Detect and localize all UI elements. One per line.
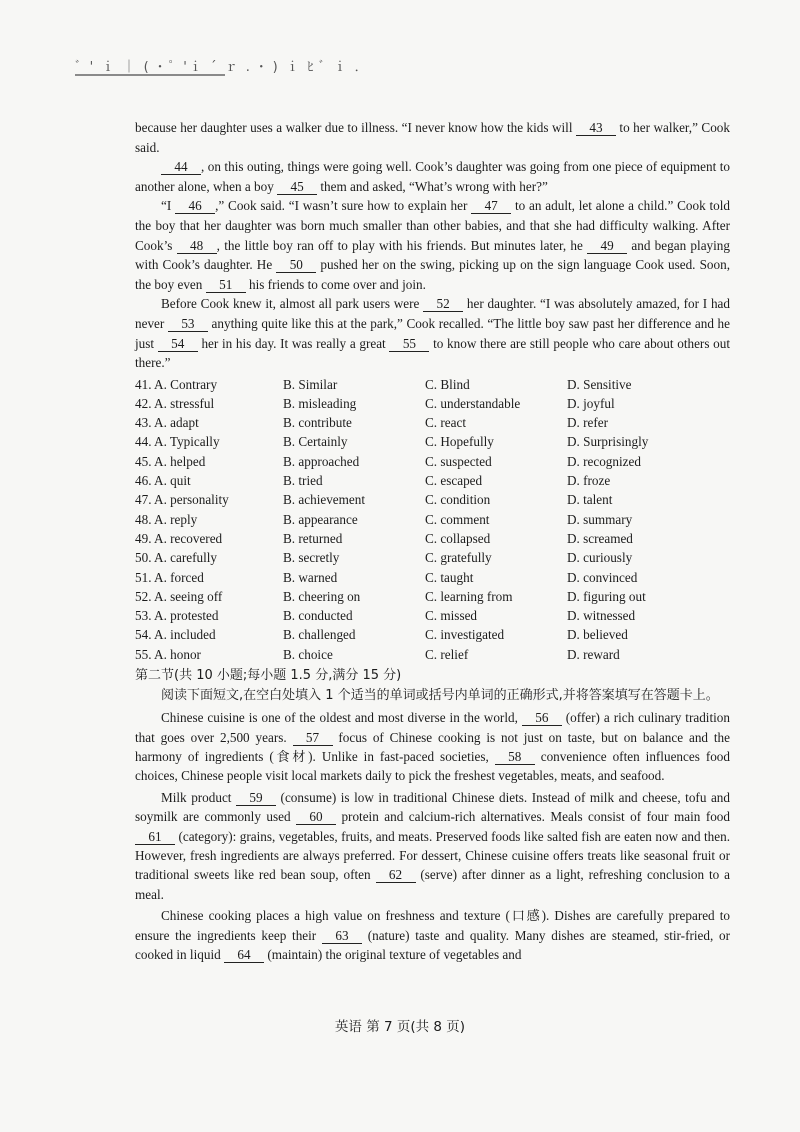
blank-61: 61: [135, 829, 175, 845]
blank-45: 45: [277, 179, 317, 195]
passage2-paragraph-1: Chinese cuisine is one of the oldest and most diverse in the world, 56 (offer) a rich culinary tradition that goes over 2,500 years. 57 focus of Chinese cooking is not just on taste, but on balance and the harmony of ingredients (食材). Unlike in fast-paced societies, 58 convenience often influences food choices, Chinese people visit local markets daily to pick the freshest vegetables, meats, and seafood.: [135, 710, 730, 784]
header-rule: [75, 74, 225, 76]
option-row-47: 47. A. personality B. achievement C. condition D. talent: [135, 492, 613, 508]
blank-57: 57: [293, 730, 333, 746]
passage1-paragraph-d: Before Cook knew it, almost all park users were 52 her daughter. “I was absolutely amazed, for I had never 53 anything quite like this at the park,” Cook recalled. “The little boy saw past her difference and he just 54 her in his day. It was really a great 55 to know there are still people who care about others out there.”: [135, 296, 730, 371]
option-row-43: 43. A. adapt B. contribute C. react D. refer: [135, 415, 608, 431]
blank-43: 43: [576, 120, 616, 136]
passage1-paragraph-b: 44 , on this outing, things were going well. Cook’s daughter was going from one piece of equipment to another alone, when a boy 45 them and asked, “What’s wrong with her?”: [135, 159, 730, 194]
blank-47: 47: [471, 198, 511, 214]
blank-44: 44: [161, 159, 201, 175]
blank-59: 59: [236, 790, 276, 806]
option-row-46: 46. A. quit B. tried C. escaped D. froze: [135, 473, 611, 489]
option-row-44: 44. A. Typically B. Certainly C. Hopefully D. Surprisingly: [135, 434, 649, 450]
blank-51: 51: [206, 277, 246, 293]
page-top-scrap: ﾞ ' ｉ ｜ ( ･ ﾟ 'ｉ ˊ ｒ . ･ ) ｉ ﾋ ﾞ ｉ ．: [75, 60, 370, 74]
option-row-42: 42. A. stressful B. misleading C. understandable D. joyful: [135, 395, 615, 411]
section-2-title: 第二节(共 10 小题;每小题 1.5 分,满分 15 分): [135, 668, 402, 684]
blank-64: 64: [224, 947, 264, 963]
option-row-52: 52. A. seeing off B. cheering on C. learning from D. figuring out: [135, 588, 646, 604]
blank-56: 56: [522, 710, 562, 726]
option-row-55: 55. A. honor B. choice C. relief D. reward: [135, 646, 620, 662]
blank-54: 54: [158, 336, 198, 352]
exam-content: [135, 118, 730, 964]
option-row-53: 53. A. protested B. conducted C. missed D. witnessed: [135, 608, 636, 624]
blank-55: 55: [389, 336, 429, 352]
blank-50: 50: [276, 257, 316, 273]
blank-49: 49: [587, 238, 627, 254]
option-row-54: 54. A. included B. challenged C. investigated D. believed: [135, 627, 628, 643]
blank-52: 52: [423, 296, 463, 312]
passage1-paragraph-c: “I 46 ,” Cook said. “I wasn’t sure how to explain her 47 to an adult, let alone a child.” Cook told the boy that her daughter was born much smaller than other babies, and that she had difficulty walking. After Cook’s 48 , the little boy ran off to play with his friends. But minutes later, he 49 and began playing with Cook’s daughter. He 50 pushed her on the swing, picking up on the sign language Cook used. Soon, the boy even 51 his friends to come over and join.: [135, 198, 731, 292]
passage2-paragraph-3: Chinese cooking places a high value on freshness and texture (口感). Dishes are carefully prepared to ensure the ingredients keep their 63 (nature) taste and quality. Many dishes are steamed, stir-fried, or cooked in liquid 64 (maintain) the original texture of vegetables and: [135, 908, 731, 963]
passage2-paragraph-2: Milk product 59 (consume) is low in traditional Chinese diets. Instead of milk and cheese, tofu and soymilk are commonly used 60 protein and calcium-rich alternatives. Meals consist of four main food 61 (category): grains, vegetables, fruits, and meats. Preserved foods like salted fish are eaten now and then. However, fresh ingredients are always preferred. For dessert, Chinese cuisine offers treats like seasonal fruit or traditional sweets like red bean soup, often 62 (serve) after dinner as a light, refreshing conclusion to a meal.: [135, 789, 730, 902]
blank-63: 63: [322, 928, 362, 944]
option-row-48: 48. A. reply B. appearance C. comment D. summary: [135, 511, 633, 527]
blank-53: 53: [168, 316, 208, 332]
blank-60: 60: [296, 809, 336, 825]
answer-options: [135, 375, 730, 664]
option-row-51: 51. A. forced B. warned C. taught D. convinced: [135, 569, 638, 585]
option-row-49: 49. A. recovered B. returned C. collapsed D. screamed: [135, 530, 633, 546]
option-row-45: 45. A. helped B. approached C. suspected D. recognized: [135, 453, 641, 469]
passage1-paragraph-a: because her daughter uses a walker due to illness. “I never know how the kids will 43 to her walker,” Cook said.: [135, 120, 730, 155]
section-2-instruction: 阅读下面短文,在空白处填入 1 个适当的单词或括号内单词的正确形式,并将答案填写在答题卡上。: [161, 688, 719, 704]
option-row-41: 41. A. Contrary B. Similar C. Blind D. Sensitive: [135, 376, 632, 392]
blank-58: 58: [495, 749, 535, 765]
option-row-50: 50. A. carefully B. secretly C. gratefully D. curiously: [135, 550, 633, 566]
blank-46: 46: [175, 198, 215, 214]
blank-62: 62: [376, 867, 416, 883]
page-footer: 英语 第 7 页(共 8 页): [334, 1019, 466, 1035]
blank-48: 48: [177, 238, 217, 254]
